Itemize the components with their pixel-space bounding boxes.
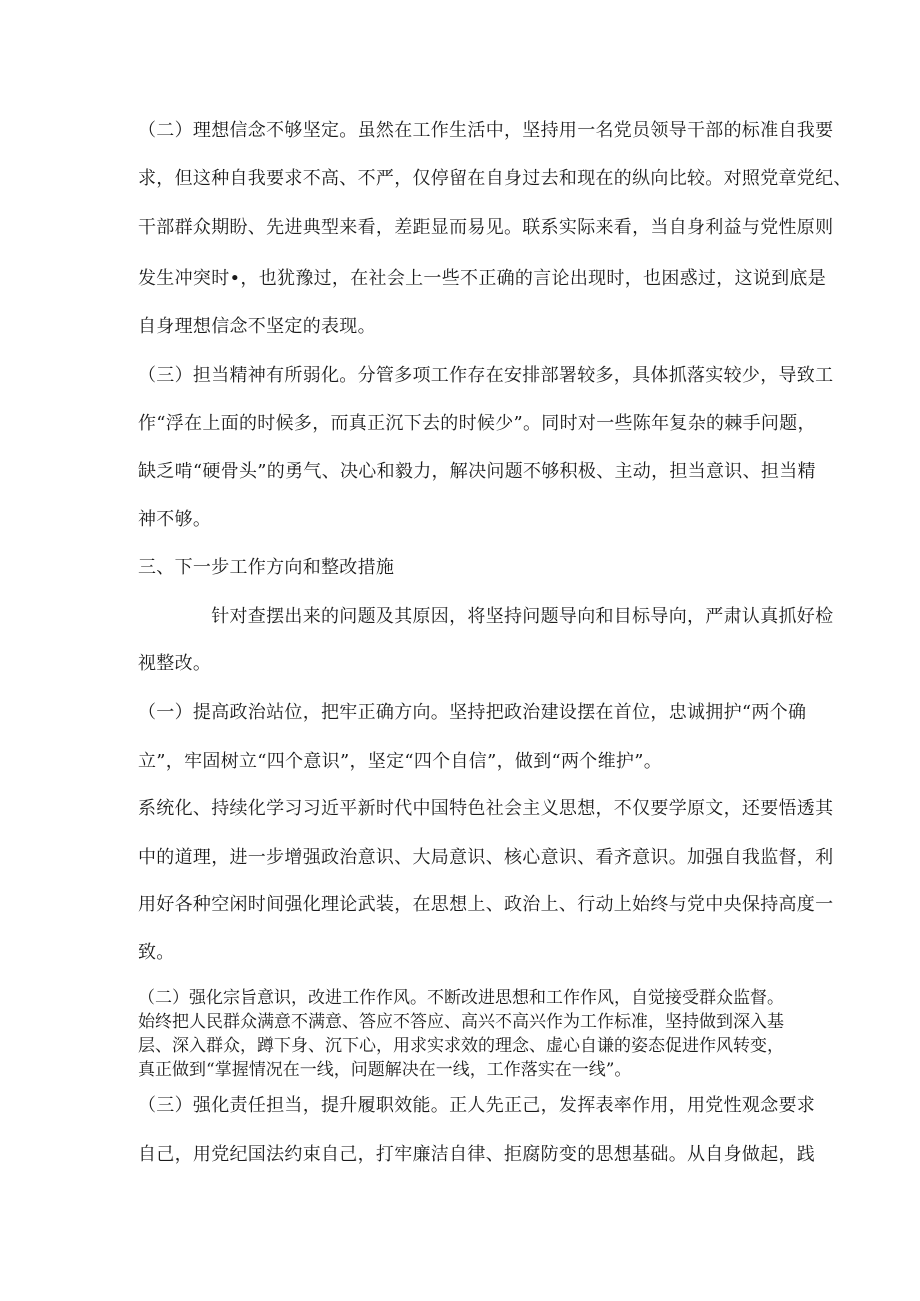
p6-line-1: 系统化、持续化学习习近平新时代中国特色社会主义思想，不仅要学原文，还要悟透其 [138, 798, 834, 819]
p2-line-3: 缺乏啃“硬骨头”的勇气、决心和毅力，解决问题不够积极、主动，担当意识、担当精 [138, 461, 816, 482]
p7-line-2: 始终把人民群众满意不满意、答应不答应、高兴不高兴作为工作标准，坚持做到深入基 [138, 1012, 784, 1032]
p1-line-4: 发生冲突时•，也犹豫过，在社会上一些不正确的言论出现时，也困惑过，这说到底是 [138, 268, 827, 289]
p5-line-1: （一）提高政治站位，把牢正确方向。坚持把政治建设摆在首位，忠诚拥护“两个确 [138, 702, 807, 723]
p7-line-1: （二）强化宗旨意识，改进工作作风。不断改进思想和工作作风，自觉接受群众监督。 [138, 988, 784, 1008]
p1-line-3: 干部群众期盼、先进典型来看，差距显而易见。联系实际来看，当自身利益与党性原则 [138, 217, 834, 238]
p2-line-4: 神不够。 [138, 509, 212, 530]
p1-line-5: 自身理想信念不坚定的表现。 [138, 316, 376, 337]
p4-line-2: 视整改。 [138, 653, 212, 674]
p6-line-2: 中的道理，进一步增强政治意识、大局意识、核心意识、看齐意识。加强自我监督，利 [138, 847, 834, 868]
p7-line-4: 真正做到“掌握情况在一线，问题解决在一线，工作落实在一线”。 [138, 1060, 632, 1080]
p4-line-1: 针对查摆出来的问题及其原因，将坚持问题导向和目标导向，严肃认真抓好检 [138, 606, 834, 627]
p2-line-1: （三）担当精神有所弱化。分管多项工作存在安排部署较多，具体抓落实较少，导致工 [138, 365, 834, 386]
p1-line-2: 求，但这种自我要求不高、不严，仅停留在自身过去和现在的纵向比较。对照党章党纪、 [138, 168, 852, 189]
p8-line-1: （三）强化责任担当，提升履职效能。正人先正己，发挥表率作用，用党性观念要求 [138, 1095, 816, 1116]
p6-line-4: 致。 [138, 942, 175, 963]
p7-line-3: 层、深入群众，蹲下身、沉下心，用求实求效的理念、虚心自谦的姿态促进作风转变， [138, 1036, 784, 1056]
p5-line-2: 立”，牢固树立“四个意识”，坚定“四个自信”，做到“两个维护”。 [138, 751, 663, 772]
p1-line-1: （二）理想信念不够坚定。虽然在工作生活中，坚持用一名党员领导干部的标准自我要 [138, 120, 834, 141]
p2-line-2: 作“浮在上面的时候多，而真正沉下去的时候少”。同时对一些陈年复杂的棘手问题， [138, 413, 816, 434]
p8-line-2: 自己，用党纪国法约束自己，打牢廉洁自律、拒腐防变的思想基础。从自身做起，践 [138, 1144, 816, 1165]
section-heading: 三、下一步工作方向和整改措施 [138, 557, 395, 578]
p6-line-3: 用好各种空闲时间强化理论武装，在思想上、政治上、行动上始终与党中央保持高度一 [138, 894, 834, 915]
